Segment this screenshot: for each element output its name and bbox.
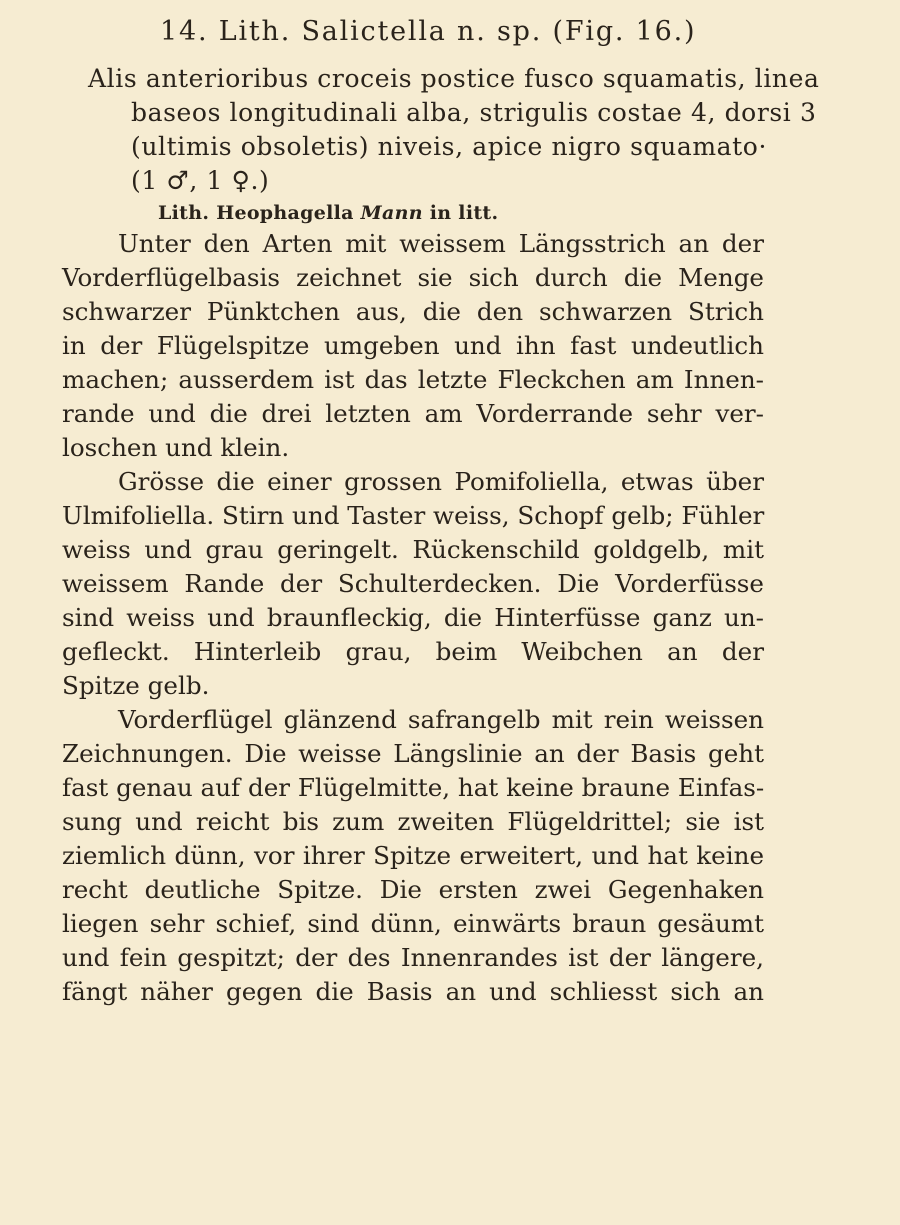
text-line: Vorderflügelbasis zeichnet sie sich durch die Menge (62, 263, 764, 292)
text-line: schwarzer Pünktchen aus, die den schwarzen Strich (62, 297, 764, 326)
text-line: ziemlich dünn, vor ihrer Spitze erweitert, und hat keine (62, 841, 764, 870)
text-line: Zeichnungen. Die weisse Längslinie an der Basis geht (62, 739, 764, 768)
text-line: liegen sehr schief, sind dünn, einwärts braun gesäumt (62, 909, 764, 938)
text-line: weiss und grau geringelt. Rückenschild goldgelb, mit (62, 535, 764, 564)
synonym-name: Lith. Heophagella (158, 202, 354, 224)
diagnosis-line: (1 ♂, 1 ♀.) (131, 166, 270, 195)
synonym-note: in litt. (429, 202, 499, 224)
diagnosis-line: Alis anterioribus croceis postice fusco squamatis, linea (88, 64, 820, 93)
text-line: Vorderflügel glänzend safrangelb mit rein weissen (118, 705, 764, 734)
text-line: sind weiss und braunfleckig, die Hinterfüsse ganz un- (62, 603, 764, 632)
text-line: Grösse die einer grossen Pomifoliella, etwas über (118, 467, 764, 496)
text-line: Ulmifoliella. Stirn und Taster weiss, Schopf gelb; Fühler (62, 501, 765, 530)
page-header: 14. Lith. Salictella n. sp. (Fig. 16.) (160, 16, 697, 47)
text-line: recht deutliche Spitze. Die ersten zwei Gegenhaken (62, 875, 764, 904)
text-line: Spitze gelb. (62, 671, 210, 700)
text-line: weissem Rande der Schulterdecken. Die Vorderfüsse (62, 569, 764, 598)
synonym-line (158, 202, 498, 224)
diagnosis-line: baseos longitudinali alba, strigulis costae 4, dorsi 3 (131, 98, 817, 127)
text-line: rande und die drei letzten am Vorderrande sehr ver- (62, 399, 764, 428)
text-line: gefleckt. Hinterleib grau, beim Weibchen an der (62, 637, 764, 666)
text-line: sung und reicht bis zum zweiten Flügeldrittel; sie ist (62, 807, 764, 836)
text-line: fängt näher gegen die Basis an und schliesst sich an (62, 977, 764, 1006)
text-line: fast genau auf der Flügelmitte, hat keine braune Einfas- (62, 773, 765, 802)
text-line: machen; ausserdem ist das letzte Fleckchen am Innen- (62, 365, 764, 394)
text-line: loschen und klein. (62, 433, 290, 462)
text-line: in der Flügelspitze umgeben und ihn fast undeutlich (62, 331, 764, 360)
text-line: Unter den Arten mit weissem Längsstrich an der (118, 229, 764, 258)
synonym-author: Mann (360, 202, 423, 224)
text-line: und fein gespitzt; der des Innenrandes ist der längere, (62, 943, 764, 972)
diagnosis-line: (ultimis obsoletis) niveis, apice nigro squamato· (131, 132, 767, 161)
